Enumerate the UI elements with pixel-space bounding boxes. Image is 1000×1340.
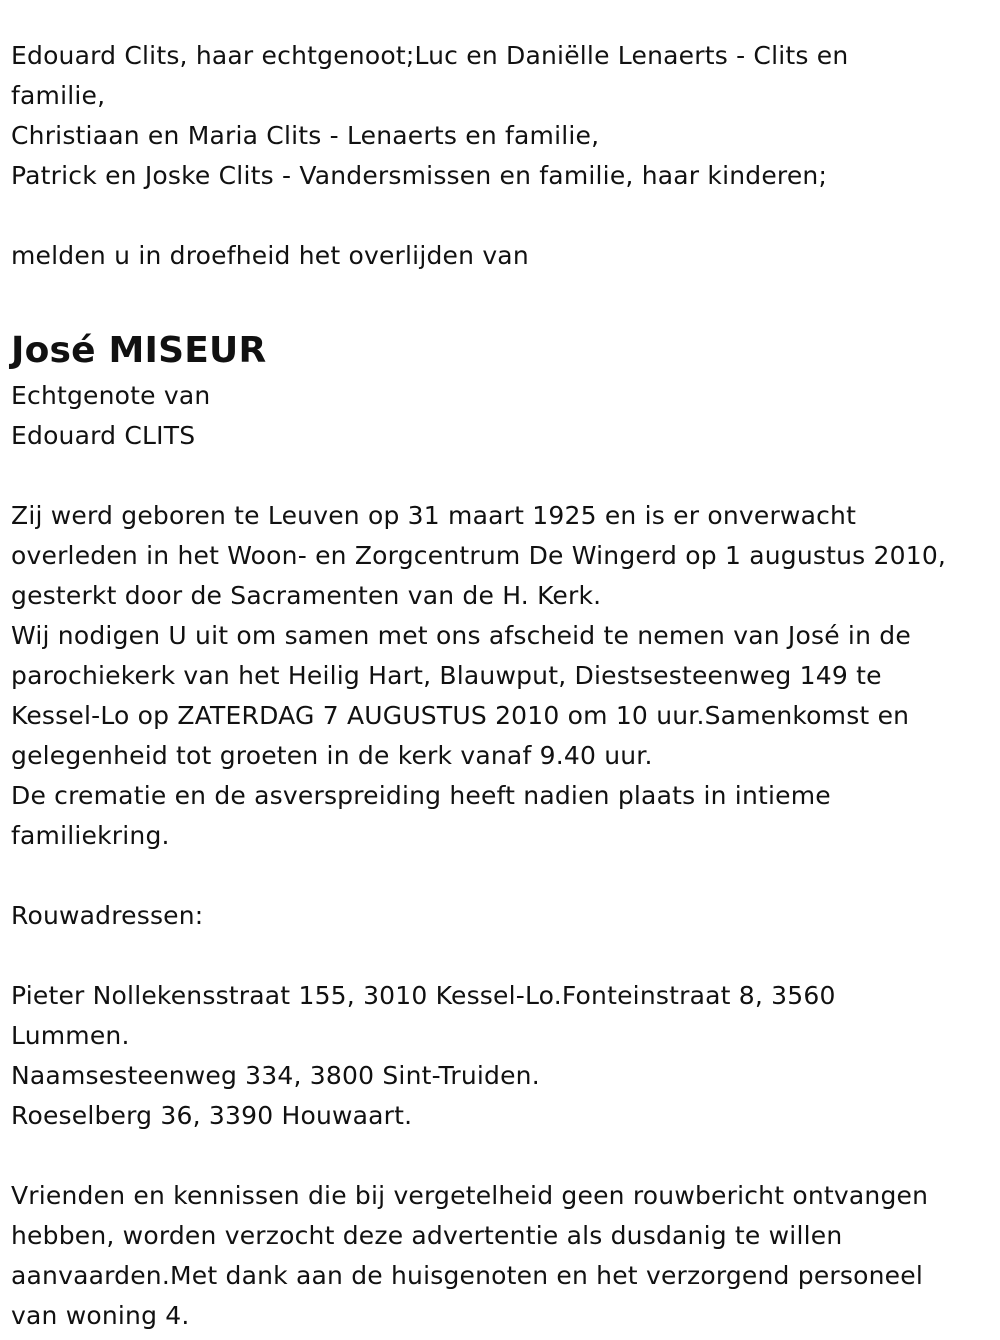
body-line: Zij werd geboren te Leuven op 31 maart 1925 en is er onverwacht <box>11 501 857 530</box>
body-line: overleden in het Woon- en Zorgcentrum De Wingerd op 1 augustus 2010, <box>11 541 947 570</box>
spacer <box>11 856 988 896</box>
closing-line: Vrienden en kennissen die bij vergetelheid geen rouwbericht ontvangen <box>11 1181 929 1210</box>
addresses-heading: Rouwadressen: <box>11 901 204 930</box>
spacer <box>11 456 988 496</box>
spacer <box>11 276 988 316</box>
closing-section <box>11 1176 988 1336</box>
address-line: Naamsesteenweg 334, 3800 Sint-Truiden. <box>11 1061 540 1090</box>
body-line: De crematie en de asverspreiding heeft nadien plaats in intieme <box>11 781 831 810</box>
spacer <box>11 196 988 236</box>
spacer <box>11 936 988 976</box>
family-line: Christiaan en Maria Clits - Lenaerts en familie, <box>11 121 600 150</box>
family-section <box>11 36 988 196</box>
body-line: parochiekerk van het Heilig Hart, Blauwput, Diestsesteenweg 149 te <box>11 661 882 690</box>
closing-line: van woning 4. <box>11 1301 190 1330</box>
address-line: Roeselberg 36, 3390 Houwaart. <box>11 1101 413 1130</box>
body-line: familiekring. <box>11 821 170 850</box>
closing-line: hebben, worden verzocht deze advertentie als dusdanig te willen <box>11 1221 843 1250</box>
announcement-text: melden u in droefheid het overlijden van <box>11 241 529 270</box>
address-line: Lummen. <box>11 1021 130 1050</box>
spacer <box>11 1136 988 1176</box>
address-line: Pieter Nollekensstraat 155, 3010 Kessel-Lo.Fonteinstraat 8, 3560 <box>11 981 836 1010</box>
spouse-name: Edouard CLITS <box>11 421 196 450</box>
closing-line: aanvaarden.Met dank aan de huisgenoten en het verzorgend personeel <box>11 1261 923 1290</box>
spouse-label: Echtgenote van <box>11 381 211 410</box>
addresses-section <box>11 976 988 1136</box>
body-line: gelegenheid tot groeten in de kerk vanaf 9.40 uur. <box>11 741 653 770</box>
body-line: Kessel-Lo op ZATERDAG 7 AUGUSTUS 2010 om 10 uur.Samenkomst en <box>11 701 910 730</box>
deceased-section <box>11 326 988 456</box>
family-line: Patrick en Joske Clits - Vandersmissen en familie, haar kinderen; <box>11 161 828 190</box>
deceased-name: José MISEUR <box>11 330 267 371</box>
body-line: Wij nodigen U uit om samen met ons afscheid te nemen van José in de <box>11 621 911 650</box>
family-line: Edouard Clits, haar echtgenoot;Luc en Daniëlle Lenaerts - Clits en <box>11 41 849 70</box>
family-line: familie, <box>11 81 106 110</box>
body-section <box>11 496 988 856</box>
body-line: gesterkt door de Sacramenten van de H. Kerk. <box>11 581 602 610</box>
